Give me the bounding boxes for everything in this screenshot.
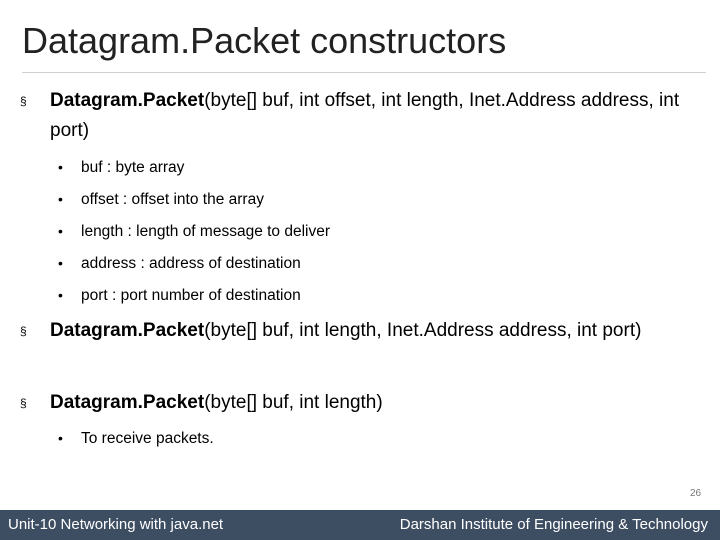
bullet-dot-icon: •	[58, 159, 63, 175]
bullet-dot-icon: •	[58, 223, 63, 239]
sub-item	[58, 284, 698, 307]
constructor-params: (byte[] buf, int length)	[204, 392, 383, 413]
sub-item-text: buf : byte array	[81, 159, 185, 176]
square-bullet-icon: §	[20, 94, 27, 108]
bullet-dot-icon: •	[58, 255, 63, 271]
footer-unit-label: Unit-10 Networking with java.net	[8, 516, 224, 533]
constructor-name: Datagram.Packet	[50, 320, 205, 341]
constructor-item	[20, 388, 710, 418]
sub-item	[58, 220, 698, 243]
bullet-dot-icon: •	[58, 287, 63, 303]
sub-item-text: port : port number of destination	[81, 287, 301, 304]
constructor-name: Datagram.Packet	[50, 392, 205, 413]
sub-item	[58, 156, 698, 179]
sub-item	[58, 188, 698, 211]
sub-item	[58, 252, 698, 275]
page-number: 26	[690, 488, 702, 499]
bullet-dot-icon: •	[58, 191, 63, 207]
sub-item-text: length : length of message to deliver	[81, 223, 331, 240]
constructor-params: (byte[] buf, int offset, int length, Inet.Address address, int port)	[50, 90, 680, 141]
square-bullet-icon: §	[20, 324, 27, 338]
sub-item	[58, 427, 698, 450]
square-bullet-icon: §	[20, 396, 27, 410]
constructor-name: Datagram.Packet	[50, 90, 205, 111]
bullet-dot-icon: •	[58, 430, 63, 446]
constructor-params: (byte[] buf, int length, Inet.Address address, int port)	[204, 320, 642, 341]
slide-title: Datagram.Packet constructors	[22, 20, 507, 61]
sub-item-text: To receive packets.	[81, 430, 214, 447]
constructor-item	[20, 316, 710, 346]
constructor-item	[20, 86, 710, 146]
sub-item-text: offset : offset into the array	[81, 191, 264, 208]
footer-institute-label: Darshan Institute of Engineering & Technology	[399, 516, 708, 533]
footer-bar	[0, 510, 720, 540]
sub-item-text: address : address of destination	[81, 255, 301, 272]
title-divider	[22, 72, 706, 73]
